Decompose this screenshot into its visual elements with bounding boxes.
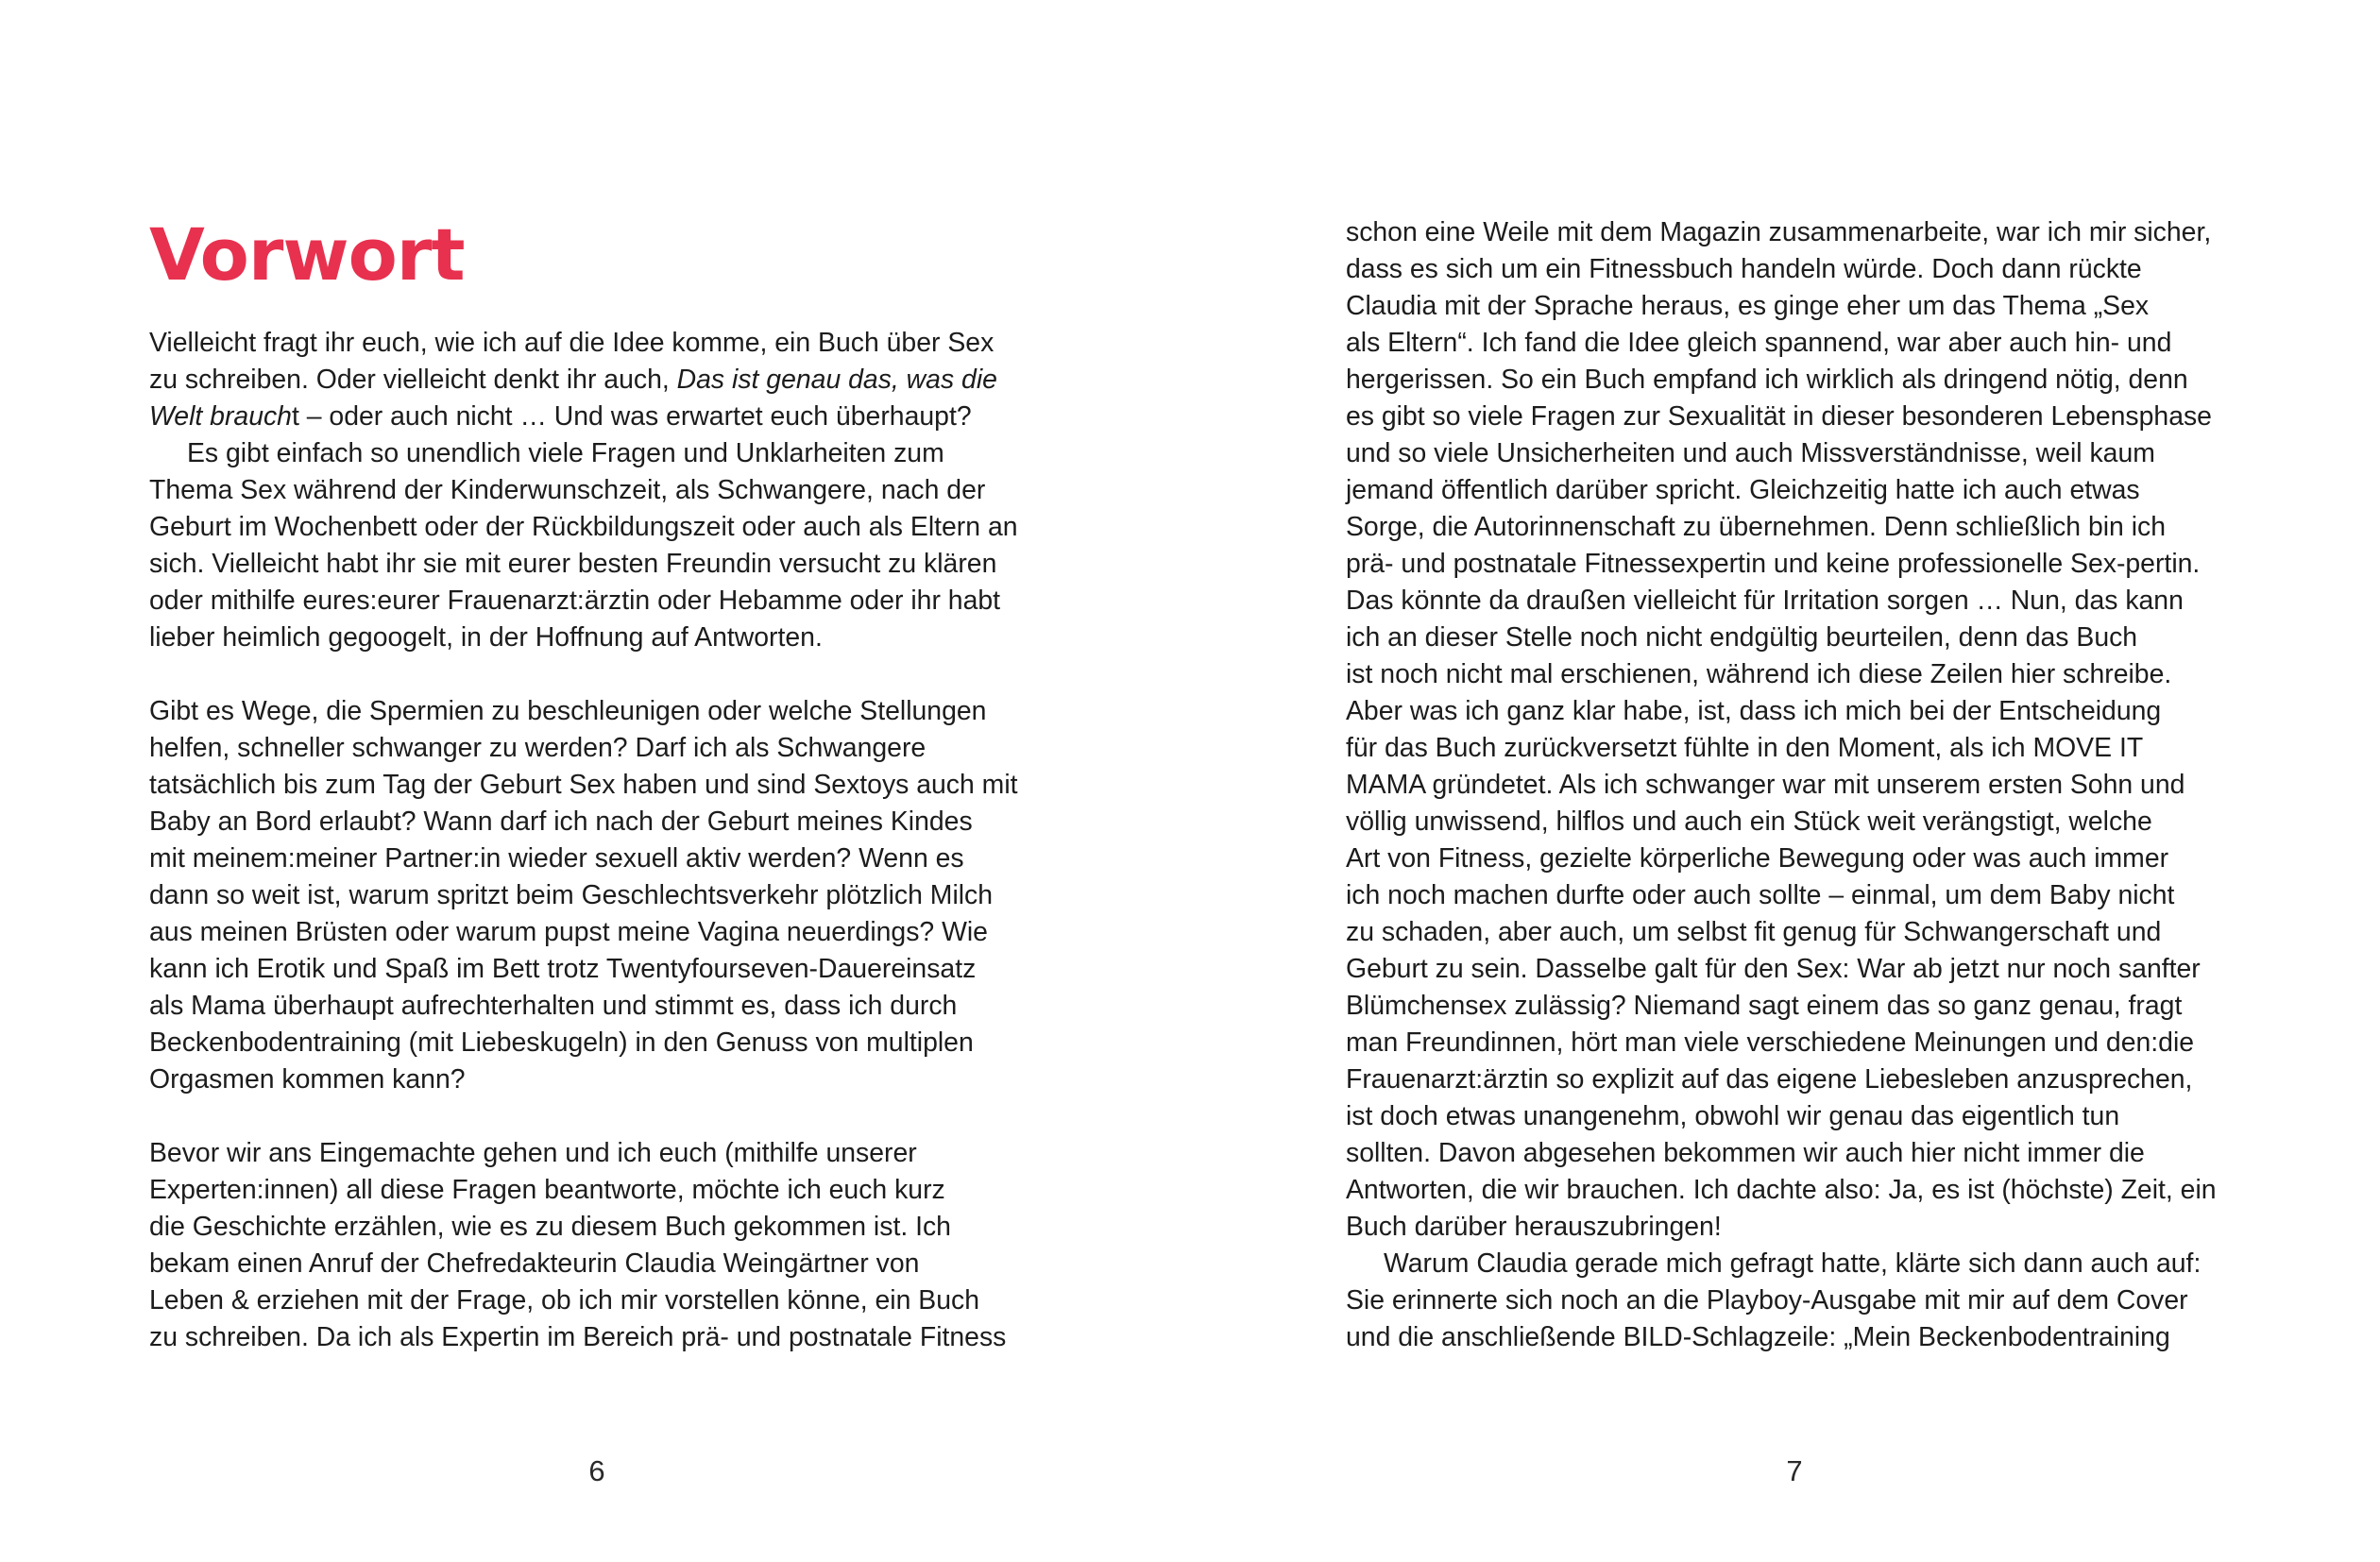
left-body-text [149,325,1018,1356]
page-number-right: 7 [1786,1454,1803,1487]
text-line: Sie erinnerte sich noch an die Playboy-Ausgabe mit mir auf dem Cover [1346,1285,2188,1316]
chapter-title: Vorwort [149,212,465,297]
text-line: oder mithilfe eures:eurer Frauenarzt:ärztin oder Hebamme oder ihr habt [149,586,1001,616]
text-line: mit meinem:meiner Partner:in wieder sexuell aktiv werden? Wenn es [149,843,964,874]
text-line: Geburt zu sein. Dasselbe galt für den Sex: War ab jetzt nur noch sanfter [1346,954,2201,984]
text-line: aus meinen Brüsten oder warum pupst meine Vagina neuerdings? Wie [149,917,988,947]
text-line: es gibt so viele Fragen zur Sexualität in dieser besonderen Lebensphase [1346,401,2212,432]
text-line: schon eine Weile mit dem Magazin zusammenarbeite, war ich mir sicher, [1346,217,2212,247]
text-line: die Geschichte erzählen, wie es zu diesem Buch gekommen ist. Ich [149,1212,951,1242]
text-run: t – oder auch nicht … Und was erwartet euch überhaupt? [291,401,972,432]
text-line: Baby an Bord erlaubt? Wann darf ich nach der Geburt meines Kindes [149,806,973,837]
paragraph-gap [149,656,1018,693]
italic-book-quote: Das ist genau das, was die [676,365,997,395]
text-line: ist doch etwas unangenehm, obwohl wir genau das eigentlich tun [1346,1101,2120,1131]
text-line: jemand öffentlich darüber spricht. Gleichzeitig hatte ich auch etwas [1346,475,2140,505]
paragraph-gap [149,1098,1018,1135]
text-line: Gibt es Wege, die Spermien zu beschleunigen oder welche Stellungen [149,696,987,726]
text-line: Blümchensex zulässig? Niemand sagt einem das so ganz genau, fragt [1346,991,2183,1021]
text-line: bekam einen Anruf der Chefredakteurin Claudia Weingärtner von [149,1248,920,1279]
text-line: ich noch machen durfte oder auch sollte – einmal, um dem Baby nicht [1346,880,2175,910]
text-line: als Mama überhaupt aufrechterhalten und stimmt es, dass ich durch [149,991,958,1021]
text-line: für das Buch zurückversetzt fühlte in den Moment, als ich MOVE IT [1346,733,2144,763]
text-line: tatsächlich bis zum Tag der Geburt Sex haben und sind Sextoys auch mit [149,770,1018,800]
text-line: helfen, schneller schwanger zu werden? Darf ich als Schwangere [149,733,926,763]
text-line: und die anschließende BILD-Schlagzeile: „Mein Beckenbodentraining [1346,1322,2170,1352]
text-line: Experten:innen) all diese Fragen beantworte, möchte ich euch kurz [149,1175,945,1205]
text-line: Antworten, die wir brauchen. Ich dachte also: Ja, es ist (höchste) Zeit, ein [1346,1175,2217,1205]
text-line: zu schreiben. Da ich als Expertin im Bereich prä- und postnatale Fitness [149,1322,1007,1352]
right-page [1190,0,2380,1562]
text-line: völlig unwissend, hilflos und auch ein Stück weit verängstigt, welche [1346,806,2152,837]
text-line: Geburt im Wochenbett oder der Rückbildungszeit oder auch als Eltern an [149,512,1018,542]
text-line: Warum Claudia gerade mich gefragt hatte, klärte sich dann auch auf: [1384,1248,2202,1279]
text-line: prä- und postnatale Fitnessexpertin und keine professionelle Sex-pertin. [1346,549,2201,579]
page-number-left: 6 [588,1454,605,1487]
text-line: Bevor wir ans Eingemachte gehen und ich euch (mithilfe unserer [149,1138,917,1168]
text-line: Orgasmen kommen kann? [149,1064,466,1095]
text-line: und so viele Unsicherheiten und auch Missverständnisse, weil kaum [1346,438,2155,468]
text-line: Thema Sex während der Kinderwunschzeit, als Schwangere, nach der [149,475,986,505]
text-line: Art von Fitness, gezielte körperliche Bewegung oder was auch immer [1346,843,2169,874]
right-body-text [1346,214,2217,1356]
text-line [149,399,1018,435]
text-line: Claudia mit der Sprache heraus, es ginge eher um das Thema „Sex [1346,291,2150,321]
text-line: Buch darüber herauszubringen! [1346,1212,1722,1242]
text-line: man Freundinnen, hört man viele verschiedene Meinungen und den:die [1346,1027,2195,1058]
text-line: Frauenarzt:ärztin so explizit auf das eigene Liebesleben anzusprechen, [1346,1064,2193,1095]
text-line: zu schaden, aber auch, um selbst fit genug für Schwangerschaft und [1346,917,2162,947]
text-line: als Eltern“. Ich fand die Idee gleich spannend, war aber auch hin- und [1346,328,2172,358]
text-line: Leben & erziehen mit der Frage, ob ich mir vorstellen könne, ein Buch [149,1285,980,1316]
text-line: dass es sich um ein Fitnessbuch handeln würde. Doch dann rückte [1346,254,2142,284]
text-line: ist noch nicht mal erschienen, während ich diese Zeilen hier schreibe. [1346,659,2172,689]
text-line: Aber was ich ganz klar habe, ist, dass ich mich bei der Entscheidung [1346,696,2162,726]
text-line: dann so weit ist, warum spritzt beim Geschlechtsverkehr plötzlich Milch [149,880,994,910]
text-run: zu schreiben. Oder vielleicht denkt ihr auch, [149,365,677,395]
text-line: sich. Vielleicht habt ihr sie mit eurer besten Freundin versucht zu klären [149,549,997,579]
italic-book-quote: Welt brauch [149,401,292,432]
text-line: sollten. Davon abgesehen bekommen wir auch hier nicht immer die [1346,1138,2145,1168]
text-line: kann ich Erotik und Spaß im Bett trotz Twentyfourseven-Dauereinsatz [149,954,977,984]
text-line: ich an dieser Stelle noch nicht endgültig beurteilen, denn das Buch [1346,622,2138,653]
text-line: Das könnte da draußen vielleicht für Irritation sorgen … Nun, das kann [1346,586,2184,616]
text-line: MAMA gründetet. Als ich schwanger war mit unserem ersten Sohn und [1346,770,2185,800]
text-line: Beckenbodentraining (mit Liebeskugeln) in den Genuss von multiplen [149,1027,974,1058]
text-line: Vielleicht fragt ihr euch, wie ich auf die Idee komme, ein Buch über Sex [149,328,994,358]
text-line: lieber heimlich gegoogelt, in der Hoffnung auf Antworten. [149,622,823,653]
text-line: Es gibt einfach so unendlich viele Fragen und Unklarheiten zum [187,438,944,468]
text-line: Sorge, die Autorinnenschaft zu übernehmen. Denn schließlich bin ich [1346,512,2167,542]
text-line: hergerissen. So ein Buch empfand ich wirklich als dringend nötig, denn [1346,365,2188,395]
text-line [149,362,1018,399]
